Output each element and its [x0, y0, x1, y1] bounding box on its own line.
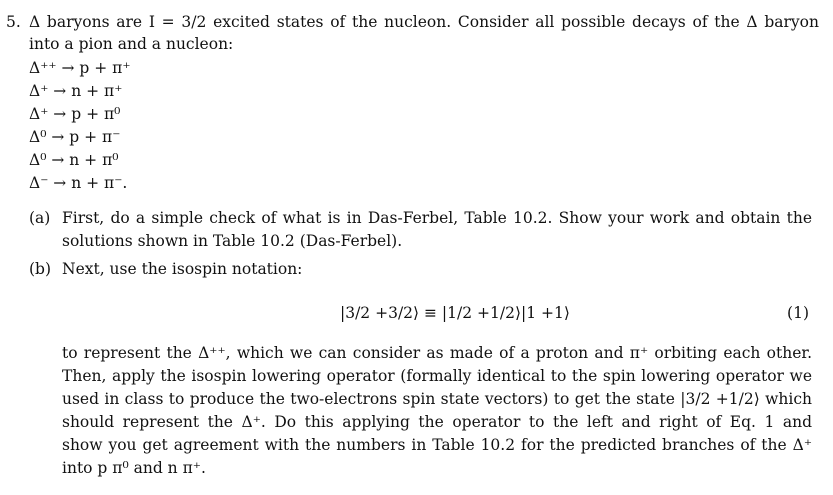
decay-item: Δ⁺⁺ → p + π⁺ — [29, 59, 131, 77]
problem-number: 5. — [6, 13, 21, 31]
decay-item: Δ⁺ → p + π⁰ — [29, 105, 121, 123]
part-a-label: (a) — [29, 209, 51, 227]
problem-intro-line-1: Δ baryons are I = 3/2 excited states of the nucleon. Consider all possible decays of the Δ baryon — [29, 13, 819, 31]
part-a-line-1: First, do a simple check of what is in Das-Ferbel, Table 10.2. Show your work and obtain the — [62, 209, 812, 227]
decay-item: Δ⁻ → n + π⁻. — [29, 174, 128, 192]
decay-item: Δ⁰ → n + π⁰ — [29, 151, 119, 169]
part-b-para-line: used in class to produce the two-electrons spin state vectors) to get the state |3/2 +1/2⟩ which — [62, 390, 812, 408]
decay-item: Δ⁰ → p + π⁻ — [29, 128, 121, 146]
part-b-para-line: Then, apply the isospin lowering operator (formally identical to the spin lowering operator we — [62, 367, 812, 385]
part-b-label: (b) — [29, 260, 52, 278]
problem-intro-line-2: into a pion and a nucleon: — [29, 35, 234, 53]
equation-row — [0, 300, 833, 330]
decay-item: Δ⁺ → n + π⁺ — [29, 82, 123, 100]
part-b-para-line: show you get agreement with the numbers in Table 10.2 for the predicted branches of the Δ⁺ — [62, 436, 812, 454]
part-a-line-2: solutions shown in Table 10.2 (Das-Ferbel). — [62, 232, 403, 250]
part-b-para-line: to represent the Δ⁺⁺, which we can consider as made of a proton and π⁺ orbiting each other. — [62, 344, 812, 362]
isospin-equation: |3/2 +3/2⟩ ≡ |1/2 +1/2⟩|1 +1⟩ — [340, 304, 570, 322]
part-b-para-line: into p π⁰ and n π⁺. — [62, 459, 206, 477]
part-b-para-line: should represent the Δ⁺. Do this applying the operator to the left and right of Eq. 1 and — [62, 413, 812, 431]
part-b-line-1: Next, use the isospin notation: — [62, 260, 303, 278]
equation-number: (1) — [787, 304, 809, 322]
